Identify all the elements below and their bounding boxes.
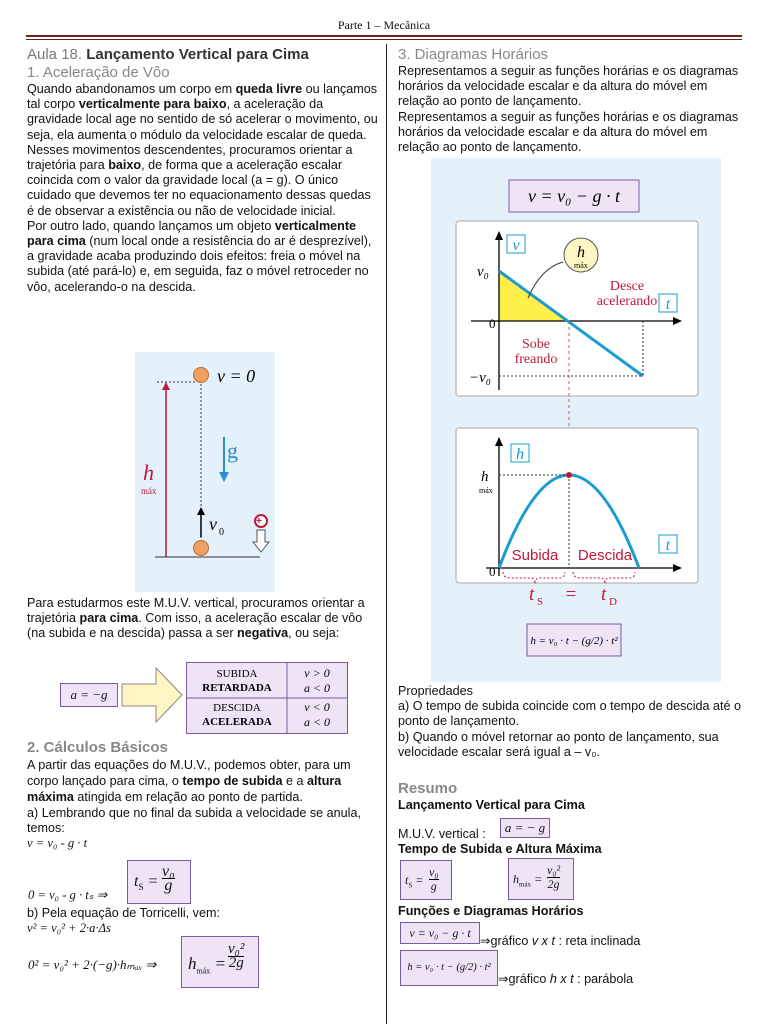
vt-zero-label: 0 (489, 316, 496, 331)
summary-block (398, 780, 750, 813)
left-column (27, 46, 379, 295)
ball-bottom (194, 541, 209, 556)
right-column (398, 46, 750, 155)
header-rule-thin (26, 39, 742, 40)
ht-hmax-sub: máx (479, 486, 493, 495)
torricelli-1: v² = v₀² + 2·a·Δs (27, 921, 111, 936)
acceleration-formula: a = −g (60, 683, 118, 707)
summary-h-formula: h = v₀ · t − (g/2) · t² (400, 950, 498, 986)
summary-line-3: Tempo de Subida e Altura Máxima (398, 842, 602, 856)
label-desce: Desce (609, 279, 645, 294)
diagrams-figure (431, 158, 721, 682)
launch-diagram (135, 352, 275, 592)
vt-v-label: v (512, 237, 520, 254)
label-v-zero: v = 0 (217, 366, 256, 386)
label-h: h (143, 460, 154, 485)
eq-v-text: v = v₀ − g · t (527, 186, 621, 206)
section-3-heading: 3. Diagramas Horários (398, 46, 549, 63)
left-paragraph-4 (27, 596, 379, 642)
property-a: a) O tempo de subida coincide com o tempo de descida até o ponto de lançamento. (398, 699, 742, 729)
time-diagrams (431, 158, 721, 682)
arrow-to-table (120, 666, 184, 724)
hmax-arrow-head (162, 382, 170, 390)
bubble-hmax-sub: máx (574, 261, 588, 270)
vt-neg-v0-label: −v₀ (469, 370, 491, 386)
summary-a-formula: a = − g (500, 818, 550, 838)
cell-a-neg-2: a < 0 (303, 715, 331, 729)
ts-formula: $t_S$ = $\frac{\text{v₀}}{g}$ (127, 860, 191, 904)
label-plus: + (256, 516, 262, 527)
right-paragraph-2: Representamos a seguir as funções horárias e os diagramas horários da velocidade escalar e da altura do móvel em relação ao ponto de lançamento. (398, 109, 739, 155)
bubble-h: h (577, 244, 585, 261)
label-sobe: Sobe (522, 337, 550, 352)
ht-t-label: t (665, 537, 671, 554)
summary-hmax-formula: $h_{máx}$ = $\frac{\text{v₀²}}{2g}$ (508, 858, 574, 900)
cell-v-pos: v > 0 (304, 666, 330, 680)
summary-h-graph: ⇒gráfico h x t : parábola (498, 972, 634, 986)
ball-top (194, 368, 209, 383)
v0-arrow (197, 507, 205, 515)
summary-ts-formula: $t_S$ = $\frac{\text{v₀}}{g}$ (400, 860, 452, 900)
summary-muv-label: M.U.V. vertical : (398, 827, 486, 841)
right-paragraph-1: Representamos a seguir as funções horárias e os diagramas horários da velocidade escalar e da altura do móvel em relação ao ponto de lançamento. (398, 64, 739, 109)
label-equals: = (565, 584, 577, 605)
summary-line-1: Lançamento Vertical para Cima (398, 798, 585, 812)
label-td-sub: D (609, 596, 617, 608)
summary-heading: Resumo (398, 780, 458, 797)
summary-v-graph: ⇒gráfico v x t : reta inclinada (480, 934, 641, 948)
paragraph-6: a) Lembrando que no final da subida a velocidade se anula, temos: (27, 806, 361, 836)
ht-hmax-label: h (481, 469, 489, 485)
paragraph-7-block (27, 906, 379, 936)
label-g: g (227, 438, 238, 463)
header-rule (26, 35, 742, 37)
equation-v: v = v₀ - g · t (27, 836, 88, 851)
cell-acelerada: ACELERADA (202, 716, 272, 728)
vt-v0-label: v₀ (477, 264, 489, 280)
section-1-heading: 1. Aceleração de Vôo (27, 64, 170, 81)
label-acelerando: acelerando (596, 294, 658, 309)
cell-retardada: RETARDADA (202, 682, 272, 694)
label-v0-sub: 0 (219, 527, 224, 538)
eq-h-text: h = v₀ · t − (g/2) · t² (530, 635, 618, 647)
summary-v-formula: v = v₀ − g · t (400, 922, 480, 944)
lesson-title: Aula 18. Lançamento Vertical para Cima (27, 46, 309, 63)
cell-subida: SUBIDA (216, 668, 258, 680)
paragraph-3: Por outro lado, quando lançamos um objeto verticalmente para cima (num local onde a resistência do ar é desprezível), a gravidade acaba produzindo dois efeitos: freia o móvel na subida (até pará-lo) e, em seguida, faz o móvel retroceder no vôo, acelerando-o na descida. (27, 218, 372, 294)
big-arrow-icon (122, 668, 182, 722)
cell-a-neg-1: a < 0 (303, 681, 331, 695)
label-hmax-sub: máx (141, 486, 157, 496)
hmax-formula: $h_{máx}$ = $\frac{\text{v₀²}}{2g}$ (181, 936, 259, 988)
equation-ts-prefix: 0 = v₀ - g · tₛ ⇒ (28, 888, 108, 902)
label-ts-sub: S (537, 596, 544, 608)
left-section-2 (27, 739, 379, 852)
vt-t-label: t (665, 296, 671, 313)
launch-figure (135, 352, 275, 592)
properties-title: Propriedades (398, 684, 473, 698)
label-td: t (601, 584, 607, 605)
ht-zero-label: 0 (489, 564, 496, 579)
cell-descida: DESCIDA (213, 702, 261, 714)
cell-v-neg: v < 0 (304, 700, 330, 714)
paragraph-2: Nesses movimentos descendentes, procuramos orientar a trajetória para baixo, de forma que a aceleração escalar coincida com o valor da gravidade local (a = g). O único cuidado que devemos ter no equacionamento dessas quedas é de observar a existência ou não de velocidade inicial. (27, 142, 371, 218)
up-arrow-icon (253, 530, 269, 552)
summary-line-4: Funções e Diagramas Horários (398, 904, 584, 918)
properties-block (398, 684, 750, 760)
paragraph-5: A partir das equações do M.U.V., podemos obter, para um corpo lançado para cima, o tempo de subida e a altura máxima atingida em relação ao ponto de partida. (27, 758, 351, 804)
ht-h-label: h (516, 446, 524, 463)
torricelli-2: 0² = v₀² + 2·(−g)·hₘₐₓ ⇒ (28, 957, 157, 972)
label-v0: v (209, 514, 217, 534)
table-grid (187, 663, 347, 733)
label-descida: Descida (577, 547, 633, 564)
paragraph-7: b) Pela equação de Torricelli, vem: (27, 906, 220, 920)
label-freando: freando (514, 352, 558, 367)
label-ts: t (529, 584, 535, 605)
section-2-heading: 2. Cálculos Básicos (27, 739, 168, 756)
property-b: b) Quando o móvel retornar ao ponto de lançamento, sua velocidade escalar será igual a – v₀. (398, 729, 719, 759)
paragraph-4: Para estudarmos este M.U.V. vertical, procuramos orientar a trajetória para cima. Com isso, a aceleração escalar de vôo (na subida e na descida) passa a ser negativa, ou seja: (27, 596, 365, 641)
page-header: Parte 1 – Mecânica (337, 18, 431, 32)
label-subida: Subida (511, 547, 559, 564)
paragraph-1: Quando abandonamos um corpo em queda livre ou lançamos tal corpo verticalmente para baixo, a aceleração da gravidade local age no sentido de só acelerar o movimento, ou seja, ela aumenta o módulo da velocidade escalar de queda. (27, 82, 378, 142)
column-divider (386, 44, 387, 1024)
motion-table (186, 662, 348, 734)
